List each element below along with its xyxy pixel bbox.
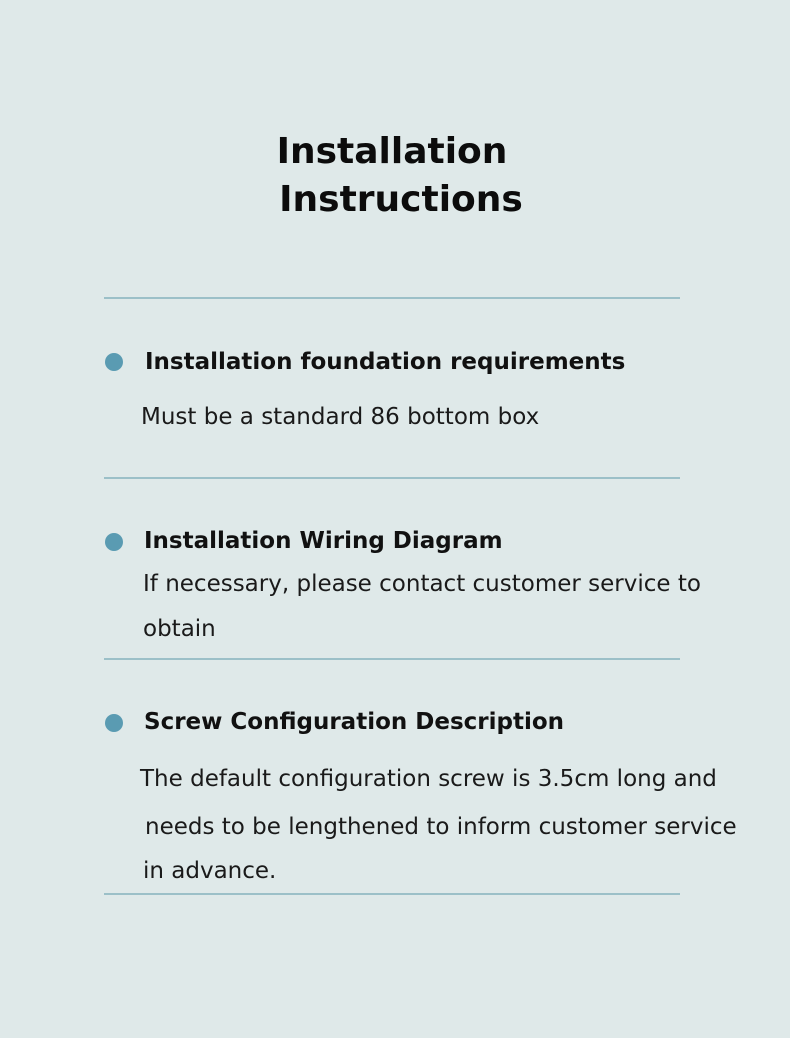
divider-1 [104,477,680,479]
bullet-dot-icon [105,353,123,371]
divider-top [104,297,680,299]
divider-bottom [104,893,680,895]
bullet-dot-icon [105,533,123,551]
section-text-foundation-line-1: Must be a standard 86 bottom box [141,404,540,430]
bullet-dot-icon [105,714,123,732]
page-title-line-2: Instructions [279,179,523,220]
section-text-wiring-line-2: obtain [143,616,216,642]
section-heading-screw: Screw Configuration Description [144,709,565,735]
section-text-wiring-line-1: If necessary, please contact customer service to [143,571,701,597]
page-title [0,128,790,224]
section-text-screw-line-2: needs to be lengthened to inform customer service [145,814,737,840]
page-title-line-1: Installation [276,131,508,172]
section-heading-wiring: Installation Wiring Diagram [144,528,503,554]
section-text-screw-line-1: The default configuration screw is 3.5cm long and [140,766,717,792]
divider-2 [104,658,680,660]
section-heading-foundation: Installation foundation requirements [145,349,626,375]
section-text-screw-line-3: in advance. [143,858,277,884]
